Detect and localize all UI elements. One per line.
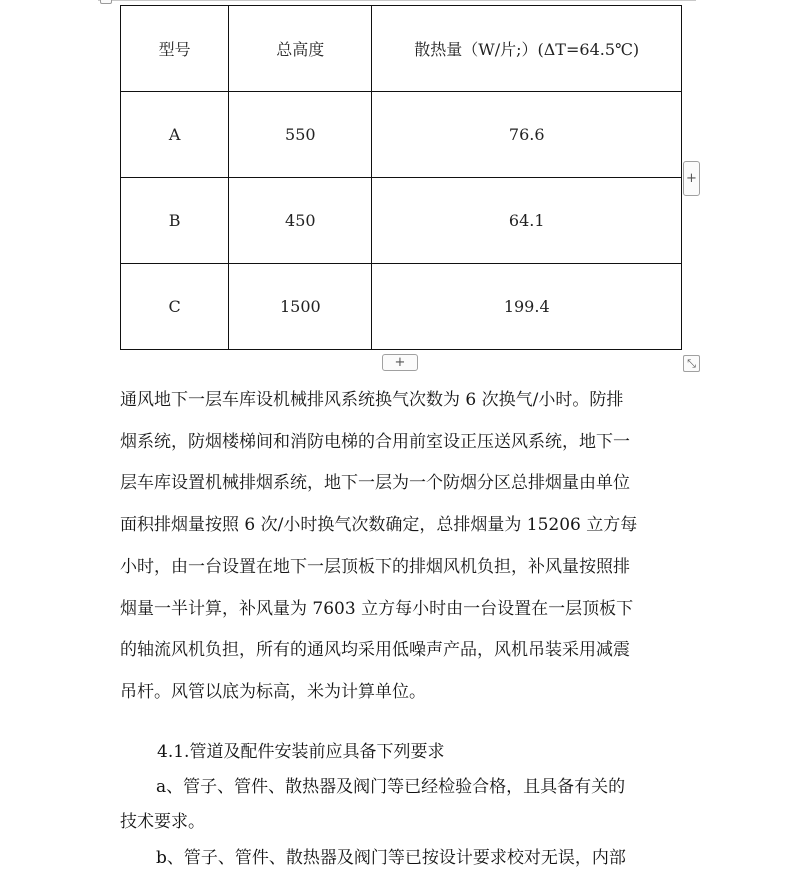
list-item-a <box>120 770 676 840</box>
paragraph-line: 小时，由一台设置在地下一层顶板下的排烟风机负担，补风量按照排 <box>120 556 630 577</box>
cell-total-height[interactable]: 550 <box>229 92 372 178</box>
paragraph-line: 面积排烟量按照 6 次/小时换气次数确定，总排烟量为 15206 立方每 <box>120 515 638 536</box>
cell-heat-output[interactable]: 76.6 <box>372 92 682 178</box>
paragraph-line: 烟量一半计算，补风量为 7603 立方每小时由一台设置在一层顶板下 <box>120 598 634 619</box>
cell-total-height[interactable]: 450 <box>229 178 372 264</box>
paragraph-line: 层车库设置机械排烟系统，地下一层为一个防烟分区总排烟量由单位 <box>120 473 630 494</box>
body-paragraph <box>120 380 676 714</box>
cell-model[interactable]: A <box>121 92 229 178</box>
section-heading: 4.1.管道及配件安装前应具备下列要求 <box>157 742 445 762</box>
list-item-line: 技术要求。 <box>120 812 205 832</box>
table-row <box>121 264 682 350</box>
paragraph-line: 烟系统，防烟楼梯间和消防电梯的合用前室设正压送风系统，地下一 <box>120 431 630 452</box>
radiator-spec-table <box>120 5 682 350</box>
header-heat-output[interactable]: 散热量（W/片;）(ΔT=64.5℃) <box>372 6 682 92</box>
cell-total-height[interactable]: 1500 <box>229 264 372 350</box>
table-header-row <box>121 6 682 92</box>
paragraph-line: 吊杆。风管以底为标高，米为计算单位。 <box>120 681 426 702</box>
list-item-b <box>120 843 676 873</box>
page-top-border <box>98 0 696 1</box>
cell-model[interactable]: B <box>121 178 229 264</box>
list-item-line: b、管子、管件、散热器及阀门等已按设计要求校对无误，内部 <box>156 848 626 868</box>
header-model[interactable]: 型号 <box>121 6 229 92</box>
table-row <box>121 92 682 178</box>
table-move-handle[interactable] <box>100 0 112 4</box>
cell-heat-output[interactable]: 64.1 <box>372 178 682 264</box>
cell-model[interactable]: C <box>121 264 229 350</box>
cell-heat-output[interactable]: 199.4 <box>372 264 682 350</box>
paragraph-line: 的轴流风机负担，所有的通风均采用低噪声产品，风机吊装采用减震 <box>120 640 630 661</box>
table-resize-icon[interactable]: ⤡ <box>683 355 700 372</box>
table-row <box>121 178 682 264</box>
add-row-button[interactable]: + <box>382 354 418 371</box>
header-total-height[interactable]: 总高度 <box>229 6 372 92</box>
add-column-button[interactable]: + <box>683 161 700 196</box>
list-item-line: a、管子、管件、散热器及阀门等已经检验合格，且具备有关的 <box>156 777 626 797</box>
paragraph-line: 通风地下一层车库设机械排风系统换气次数为 6 次换气/小时。防排 <box>120 390 624 410</box>
